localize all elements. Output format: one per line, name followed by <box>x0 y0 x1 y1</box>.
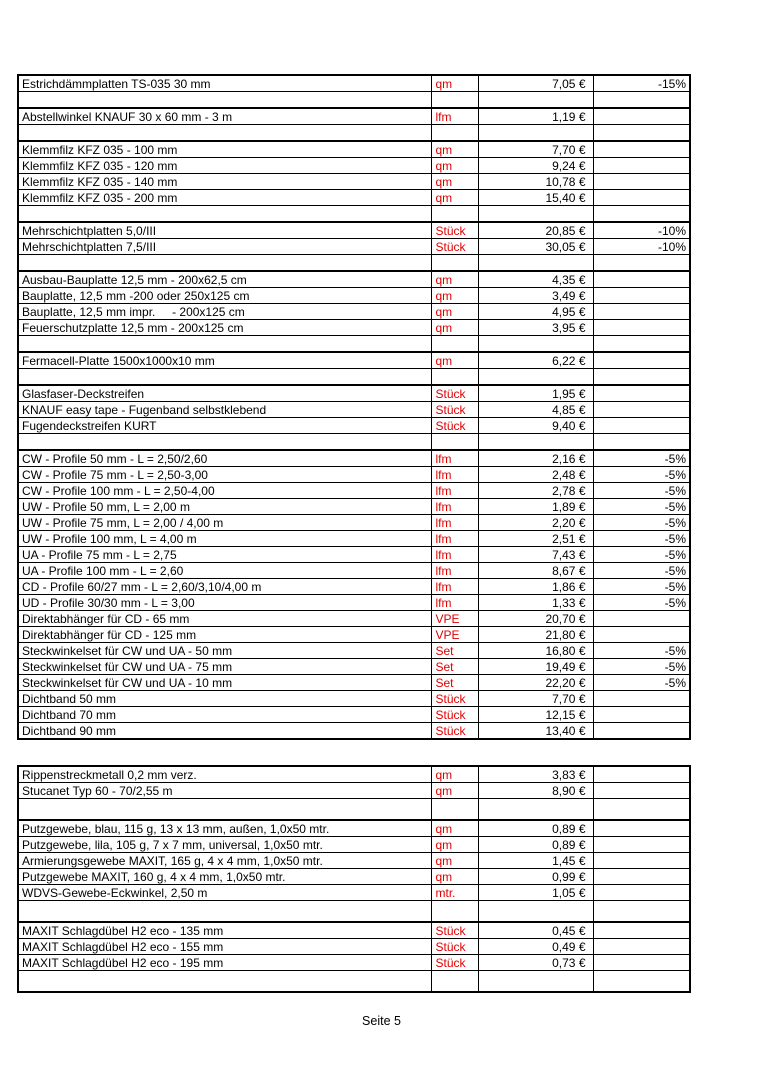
unit-cell: Stück <box>431 707 478 723</box>
discount-cell <box>593 141 690 158</box>
price-table-lower <box>17 765 691 993</box>
table-row <box>18 75 690 92</box>
price-cell: 1,05 € <box>478 885 593 901</box>
price-cell: 6,22 € <box>478 352 593 369</box>
discount-cell <box>593 837 690 853</box>
discount-cell <box>593 158 690 174</box>
unit-cell: Stück <box>431 418 478 434</box>
table-row <box>18 783 690 799</box>
item-name-cell: Dichtband 90 mm <box>18 723 431 740</box>
discount-cell: -5% <box>593 467 690 483</box>
discount-cell: -15% <box>593 75 690 92</box>
price-cell: 13,40 € <box>478 723 593 740</box>
item-name-cell: Dichtband 70 mm <box>18 707 431 723</box>
table-row <box>18 837 690 853</box>
item-name-cell: Glasfaser-Deckstreifen <box>18 385 431 402</box>
table-row <box>18 901 690 923</box>
table-row <box>18 955 690 971</box>
item-name-cell: CW - Profile 75 mm - L = 2,50-3,00 <box>18 467 431 483</box>
table-row <box>18 971 690 993</box>
table-row <box>18 611 690 627</box>
price-table-upper <box>17 74 691 740</box>
item-name-cell: Rippenstreckmetall 0,2 mm verz. <box>18 766 431 783</box>
table-row <box>18 675 690 691</box>
discount-cell: -5% <box>593 595 690 611</box>
price-cell: 20,85 € <box>478 222 593 239</box>
item-name-cell: Feuerschutzplatte 12,5 mm - 200x125 cm <box>18 320 431 336</box>
table-row <box>18 222 690 239</box>
unit-cell: qm <box>431 820 478 837</box>
price-cell: 1,95 € <box>478 385 593 402</box>
price-cell: 1,86 € <box>478 579 593 595</box>
item-name-cell: UW - Profile 100 mm, L = 4,00 m <box>18 531 431 547</box>
discount-cell <box>593 92 690 109</box>
discount-cell <box>593 922 690 939</box>
discount-cell: -5% <box>593 531 690 547</box>
unit-cell: Stück <box>431 939 478 955</box>
table-row <box>18 627 690 643</box>
item-name-cell <box>18 369 431 386</box>
discount-cell <box>593 869 690 885</box>
item-name-cell: MAXIT Schlagdübel H2 eco - 135 mm <box>18 922 431 939</box>
item-name-cell: Bauplatte, 12,5 mm impr. - 200x125 cm <box>18 304 431 320</box>
price-cell <box>478 434 593 451</box>
table-row <box>18 206 690 223</box>
table-row <box>18 922 690 939</box>
discount-cell: -5% <box>593 659 690 675</box>
table-row <box>18 595 690 611</box>
table-row <box>18 869 690 885</box>
price-cell: 3,49 € <box>478 288 593 304</box>
unit-cell <box>431 336 478 353</box>
item-name-cell: Klemmfilz KFZ 035 - 120 mm <box>18 158 431 174</box>
price-cell: 22,20 € <box>478 675 593 691</box>
discount-cell: -10% <box>593 222 690 239</box>
item-name-cell: Steckwinkelset für CW und UA - 10 mm <box>18 675 431 691</box>
unit-cell: Set <box>431 643 478 659</box>
price-cell: 2,78 € <box>478 483 593 499</box>
discount-cell <box>593 336 690 353</box>
table-row <box>18 659 690 675</box>
discount-cell <box>593 304 690 320</box>
unit-cell: qm <box>431 288 478 304</box>
discount-cell <box>593 369 690 386</box>
unit-cell <box>431 971 478 993</box>
unit-cell: lfm <box>431 547 478 563</box>
discount-cell <box>593 255 690 272</box>
discount-cell <box>593 108 690 125</box>
item-name-cell: Stucanet Typ 60 - 70/2,55 m <box>18 783 431 799</box>
price-cell: 0,73 € <box>478 955 593 971</box>
discount-cell <box>593 174 690 190</box>
unit-cell: Stück <box>431 922 478 939</box>
unit-cell <box>431 255 478 272</box>
table-row <box>18 450 690 467</box>
unit-cell <box>431 901 478 923</box>
unit-cell: lfm <box>431 483 478 499</box>
discount-cell <box>593 901 690 923</box>
price-cell <box>478 92 593 109</box>
table-row <box>18 402 690 418</box>
table-row <box>18 304 690 320</box>
item-name-cell: MAXIT Schlagdübel H2 eco - 195 mm <box>18 955 431 971</box>
item-name-cell: Steckwinkelset für CW und UA - 50 mm <box>18 643 431 659</box>
item-name-cell: Putzgewebe, blau, 115 g, 13 x 13 mm, außen, 1,0x50 mtr. <box>18 820 431 837</box>
table-row <box>18 499 690 515</box>
unit-cell: qm <box>431 783 478 799</box>
unit-cell: qm <box>431 352 478 369</box>
table-row <box>18 288 690 304</box>
item-name-cell: UW - Profile 50 mm, L = 2,00 m <box>18 499 431 515</box>
price-cell: 1,45 € <box>478 853 593 869</box>
price-cell <box>478 799 593 821</box>
price-cell: 3,83 € <box>478 766 593 783</box>
unit-cell: lfm <box>431 499 478 515</box>
discount-cell: -5% <box>593 579 690 595</box>
table-row <box>18 820 690 837</box>
unit-cell: qm <box>431 304 478 320</box>
table-row <box>18 271 690 288</box>
price-cell: 0,45 € <box>478 922 593 939</box>
table-row <box>18 515 690 531</box>
unit-cell: lfm <box>431 515 478 531</box>
table-row <box>18 579 690 595</box>
table-row <box>18 467 690 483</box>
price-cell: 0,99 € <box>478 869 593 885</box>
item-name-cell: UD - Profile 30/30 mm - L = 3,00 <box>18 595 431 611</box>
table-row <box>18 141 690 158</box>
item-name-cell: Klemmfilz KFZ 035 - 100 mm <box>18 141 431 158</box>
table-row <box>18 255 690 272</box>
discount-cell <box>593 125 690 142</box>
price-cell: 10,78 € <box>478 174 593 190</box>
unit-cell: qm <box>431 75 478 92</box>
price-cell: 21,80 € <box>478 627 593 643</box>
item-name-cell: Armierungsgewebe MAXIT, 165 g, 4 x 4 mm, 1,0x50 mtr. <box>18 853 431 869</box>
table-row <box>18 691 690 707</box>
item-name-cell: Fugendeckstreifen KURT <box>18 418 431 434</box>
item-name-cell: MAXIT Schlagdübel H2 eco - 155 mm <box>18 939 431 955</box>
price-cell: 7,43 € <box>478 547 593 563</box>
table-row <box>18 799 690 821</box>
unit-cell: qm <box>431 766 478 783</box>
unit-cell: VPE <box>431 627 478 643</box>
table-row <box>18 643 690 659</box>
item-name-cell <box>18 336 431 353</box>
discount-cell <box>593 853 690 869</box>
unit-cell <box>431 125 478 142</box>
item-name-cell: Mehrschichtplatten 5,0/III <box>18 222 431 239</box>
discount-cell <box>593 320 690 336</box>
item-name-cell: CW - Profile 50 mm - L = 2,50/2,60 <box>18 450 431 467</box>
price-cell: 1,33 € <box>478 595 593 611</box>
item-name-cell <box>18 971 431 993</box>
table-row <box>18 563 690 579</box>
price-cell: 4,35 € <box>478 271 593 288</box>
item-name-cell: Dichtband 50 mm <box>18 691 431 707</box>
discount-cell <box>593 766 690 783</box>
price-cell: 8,90 € <box>478 783 593 799</box>
table-row <box>18 239 690 255</box>
item-name-cell: Ausbau-Bauplatte 12,5 mm - 200x62,5 cm <box>18 271 431 288</box>
table-row <box>18 723 690 740</box>
price-cell: 30,05 € <box>478 239 593 255</box>
price-cell <box>478 206 593 223</box>
price-cell: 0,89 € <box>478 820 593 837</box>
price-cell: 16,80 € <box>478 643 593 659</box>
item-name-cell: Abstellwinkel KNAUF 30 x 60 mm - 3 m <box>18 108 431 125</box>
table-row <box>18 108 690 125</box>
price-cell <box>478 336 593 353</box>
unit-cell: Stück <box>431 723 478 740</box>
price-cell: 8,67 € <box>478 563 593 579</box>
discount-cell <box>593 385 690 402</box>
unit-cell: VPE <box>431 611 478 627</box>
discount-cell <box>593 271 690 288</box>
unit-cell: lfm <box>431 595 478 611</box>
price-cell: 2,20 € <box>478 515 593 531</box>
item-name-cell <box>18 901 431 923</box>
unit-cell: Stück <box>431 402 478 418</box>
unit-cell: lfm <box>431 467 478 483</box>
unit-cell <box>431 434 478 451</box>
unit-cell: Stück <box>431 691 478 707</box>
item-name-cell: Direktabhänger für CD - 65 mm <box>18 611 431 627</box>
item-name-cell: Putzgewebe MAXIT, 160 g, 4 x 4 mm, 1,0x50 mtr. <box>18 869 431 885</box>
table-row <box>18 885 690 901</box>
unit-cell: Set <box>431 659 478 675</box>
unit-cell: lfm <box>431 450 478 467</box>
unit-cell: lfm <box>431 579 478 595</box>
table-row <box>18 483 690 499</box>
discount-cell: -5% <box>593 675 690 691</box>
item-name-cell <box>18 434 431 451</box>
table-row <box>18 174 690 190</box>
table-row <box>18 385 690 402</box>
discount-cell: -10% <box>593 239 690 255</box>
item-name-cell: Estrichdämmplatten TS-035 30 mm <box>18 75 431 92</box>
unit-cell: Stück <box>431 239 478 255</box>
discount-cell <box>593 971 690 993</box>
unit-cell <box>431 92 478 109</box>
table-row <box>18 531 690 547</box>
item-name-cell: Mehrschichtplatten 7,5/III <box>18 239 431 255</box>
discount-cell <box>593 885 690 901</box>
item-name-cell: CD - Profile 60/27 mm - L = 2,60/3,10/4,00 m <box>18 579 431 595</box>
discount-cell <box>593 611 690 627</box>
discount-cell <box>593 206 690 223</box>
price-cell: 19,49 € <box>478 659 593 675</box>
price-cell: 20,70 € <box>478 611 593 627</box>
table-row <box>18 369 690 386</box>
discount-cell <box>593 723 690 740</box>
discount-cell <box>593 190 690 206</box>
price-cell: 0,89 € <box>478 837 593 853</box>
item-name-cell: UW - Profile 75 mm, L = 2,00 / 4,00 m <box>18 515 431 531</box>
price-cell: 9,24 € <box>478 158 593 174</box>
discount-cell: -5% <box>593 483 690 499</box>
price-cell: 4,85 € <box>478 402 593 418</box>
price-cell <box>478 901 593 923</box>
table-row <box>18 418 690 434</box>
price-cell: 12,15 € <box>478 707 593 723</box>
table-row <box>18 853 690 869</box>
discount-cell <box>593 939 690 955</box>
item-name-cell: UA - Profile 100 mm - L = 2,60 <box>18 563 431 579</box>
unit-cell: qm <box>431 271 478 288</box>
item-name-cell: Putzgewebe, lila, 105 g, 7 x 7 mm, universal, 1,0x50 mtr. <box>18 837 431 853</box>
item-name-cell: KNAUF easy tape - Fugenband selbstklebend <box>18 402 431 418</box>
price-cell <box>478 369 593 386</box>
table-row <box>18 92 690 109</box>
item-name-cell: Fermacell-Platte 1500x1000x10 mm <box>18 352 431 369</box>
discount-cell <box>593 707 690 723</box>
discount-cell <box>593 955 690 971</box>
item-name-cell: Klemmfilz KFZ 035 - 140 mm <box>18 174 431 190</box>
price-cell: 1,19 € <box>478 108 593 125</box>
discount-cell <box>593 820 690 837</box>
discount-cell: -5% <box>593 499 690 515</box>
price-cell <box>478 125 593 142</box>
table-row <box>18 190 690 206</box>
discount-cell: -5% <box>593 450 690 467</box>
price-cell: 2,51 € <box>478 531 593 547</box>
table-row <box>18 320 690 336</box>
unit-cell: qm <box>431 141 478 158</box>
discount-cell: -5% <box>593 515 690 531</box>
table-row <box>18 336 690 353</box>
discount-cell: -5% <box>593 563 690 579</box>
table-row <box>18 766 690 783</box>
unit-cell: qm <box>431 853 478 869</box>
unit-cell <box>431 369 478 386</box>
unit-cell: qm <box>431 869 478 885</box>
unit-cell <box>431 799 478 821</box>
price-cell: 4,95 € <box>478 304 593 320</box>
price-cell: 7,05 € <box>478 75 593 92</box>
unit-cell: lfm <box>431 531 478 547</box>
price-cell: 2,48 € <box>478 467 593 483</box>
item-name-cell: Direktabhänger für CD - 125 mm <box>18 627 431 643</box>
unit-cell: Set <box>431 675 478 691</box>
discount-cell <box>593 352 690 369</box>
item-name-cell: Steckwinkelset für CW und UA - 75 mm <box>18 659 431 675</box>
unit-cell: Stück <box>431 222 478 239</box>
unit-cell: lfm <box>431 563 478 579</box>
price-cell <box>478 971 593 993</box>
discount-cell <box>593 402 690 418</box>
price-cell: 7,70 € <box>478 691 593 707</box>
price-cell: 7,70 € <box>478 141 593 158</box>
discount-cell <box>593 418 690 434</box>
discount-cell <box>593 691 690 707</box>
unit-cell: qm <box>431 158 478 174</box>
item-name-cell: UA - Profile 75 mm - L = 2,75 <box>18 547 431 563</box>
price-cell: 15,40 € <box>478 190 593 206</box>
item-name-cell <box>18 255 431 272</box>
table-row <box>18 434 690 451</box>
item-name-cell <box>18 206 431 223</box>
unit-cell: qm <box>431 174 478 190</box>
table-row <box>18 158 690 174</box>
item-name-cell <box>18 799 431 821</box>
discount-cell <box>593 783 690 799</box>
price-cell: 2,16 € <box>478 450 593 467</box>
table-row <box>18 125 690 142</box>
item-name-cell <box>18 125 431 142</box>
unit-cell <box>431 206 478 223</box>
discount-cell <box>593 799 690 821</box>
item-name-cell: Bauplatte, 12,5 mm -200 oder 250x125 cm <box>18 288 431 304</box>
item-name-cell: CW - Profile 100 mm - L = 2,50-4,00 <box>18 483 431 499</box>
discount-cell: -5% <box>593 643 690 659</box>
table-row <box>18 547 690 563</box>
price-cell: 0,49 € <box>478 939 593 955</box>
price-cell: 1,89 € <box>478 499 593 515</box>
page-number-footer: Seite 5 <box>362 1014 401 1028</box>
item-name-cell: WDVS-Gewebe-Eckwinkel, 2,50 m <box>18 885 431 901</box>
price-cell: 9,40 € <box>478 418 593 434</box>
discount-cell <box>593 434 690 451</box>
unit-cell: Stück <box>431 955 478 971</box>
unit-cell: qm <box>431 190 478 206</box>
unit-cell: qm <box>431 320 478 336</box>
item-name-cell <box>18 92 431 109</box>
price-cell: 3,95 € <box>478 320 593 336</box>
unit-cell: mtr. <box>431 885 478 901</box>
discount-cell: -5% <box>593 547 690 563</box>
price-cell <box>478 255 593 272</box>
discount-cell <box>593 288 690 304</box>
table-row <box>18 352 690 369</box>
table-row <box>18 939 690 955</box>
unit-cell: Stück <box>431 385 478 402</box>
table-row <box>18 707 690 723</box>
discount-cell <box>593 627 690 643</box>
unit-cell: qm <box>431 837 478 853</box>
unit-cell: lfm <box>431 108 478 125</box>
item-name-cell: Klemmfilz KFZ 035 - 200 mm <box>18 190 431 206</box>
